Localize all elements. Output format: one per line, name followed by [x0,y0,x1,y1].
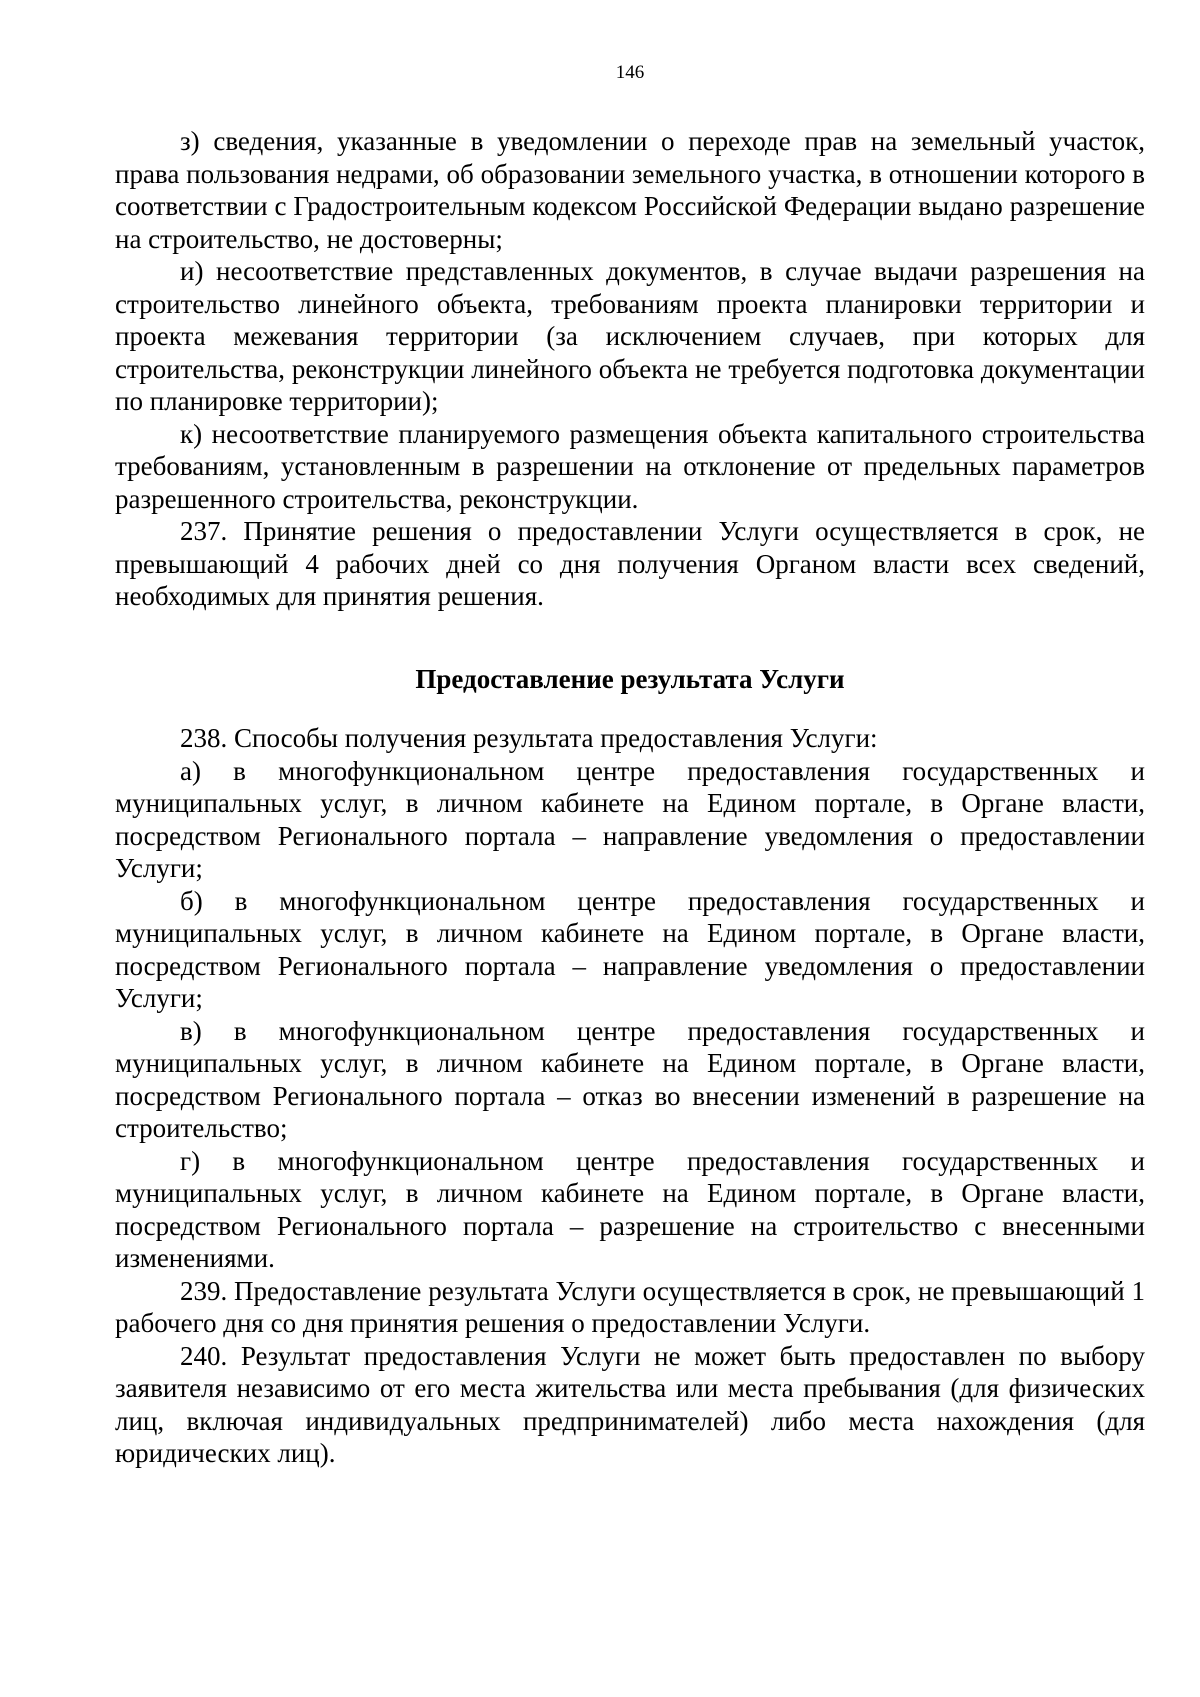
paragraph-z: з) сведения, указанные в уведомлении о переходе прав на земельный участок, права пользования недрами, об образовании земельного участка, в отношении которого в соответствии с Градостроительным кодексом Российской Федерации выдано разрешение на строительство, не достоверны; [115,126,1145,254]
paragraph-g: г) в многофункциональном центре предоставления государственных и муниципальных услуг, в личном кабинете на Едином портале, в Органе власти, посредством Регионального портала – разрешение на строительство с внесенными изменениями. [115,1145,1145,1273]
section-heading: Предоставление результата Услуги [415,663,845,694]
paragraph-v: в) в многофункциональном центре предоставления государственных и муниципальных услуг, в личном кабинете на Едином портале, в Органе власти, посредством Регионального портала – отказ во внесении изменений в разрешение на строительство; [115,1015,1145,1143]
paragraph-238: 238. Способы получения результата предоставления Услуги: [180,723,878,753]
page-number: 146 [615,62,645,83]
paragraph-b: б) в многофункциональном центре предоставления государственных и муниципальных услуг, в личном кабинете на Едином портале, в Органе власти, посредством Регионального портала – направление уведомления о предоставлении Услуги; [115,885,1145,1013]
paragraph-a: а) в многофункциональном центре предоставления государственных и муниципальных услуг, в личном кабинете на Едином портале, в Органе власти, посредством Регионального портала – направление уведомления о предоставлении Услуги; [115,755,1145,883]
paragraph-239: 239. Предоставление результата Услуги осуществляется в срок, не превышающий 1 рабочего дня со дня принятия решения о предоставлении Услуги. [115,1275,1145,1338]
paragraph-k: к) несоответствие планируемого размещения объекта капитального строительства требованиям, установленным в разрешении на отклонение от предельных параметров разрешенного строительства, реконструкции. [115,418,1145,514]
paragraph-240: 240. Результат предоставления Услуги не может быть предоставлен по выбору заявителя независимо от его места жительства или места пребывания (для физических лиц, включая индивидуальных предпринимателей) либо места нахождения (для юридических лиц). [115,1340,1145,1468]
paragraph-237: 237. Принятие решения о предоставлении Услуги осуществляется в срок, не превышающий 4 рабочих дней со дня получения Органом власти всех сведений, необходимых для принятия решения. [115,516,1145,611]
paragraph-i: и) несоответствие представленных документов, в случае выдачи разрешения на строительство линейного объекта, требованиям проекта планировки территории и проекта межевания территории (за исключением случаев, при которых для строительства, реконструкции линейного объекта не требуется подготовка документации по планировке территории); [115,256,1145,416]
document-page [115,62,1145,1470]
